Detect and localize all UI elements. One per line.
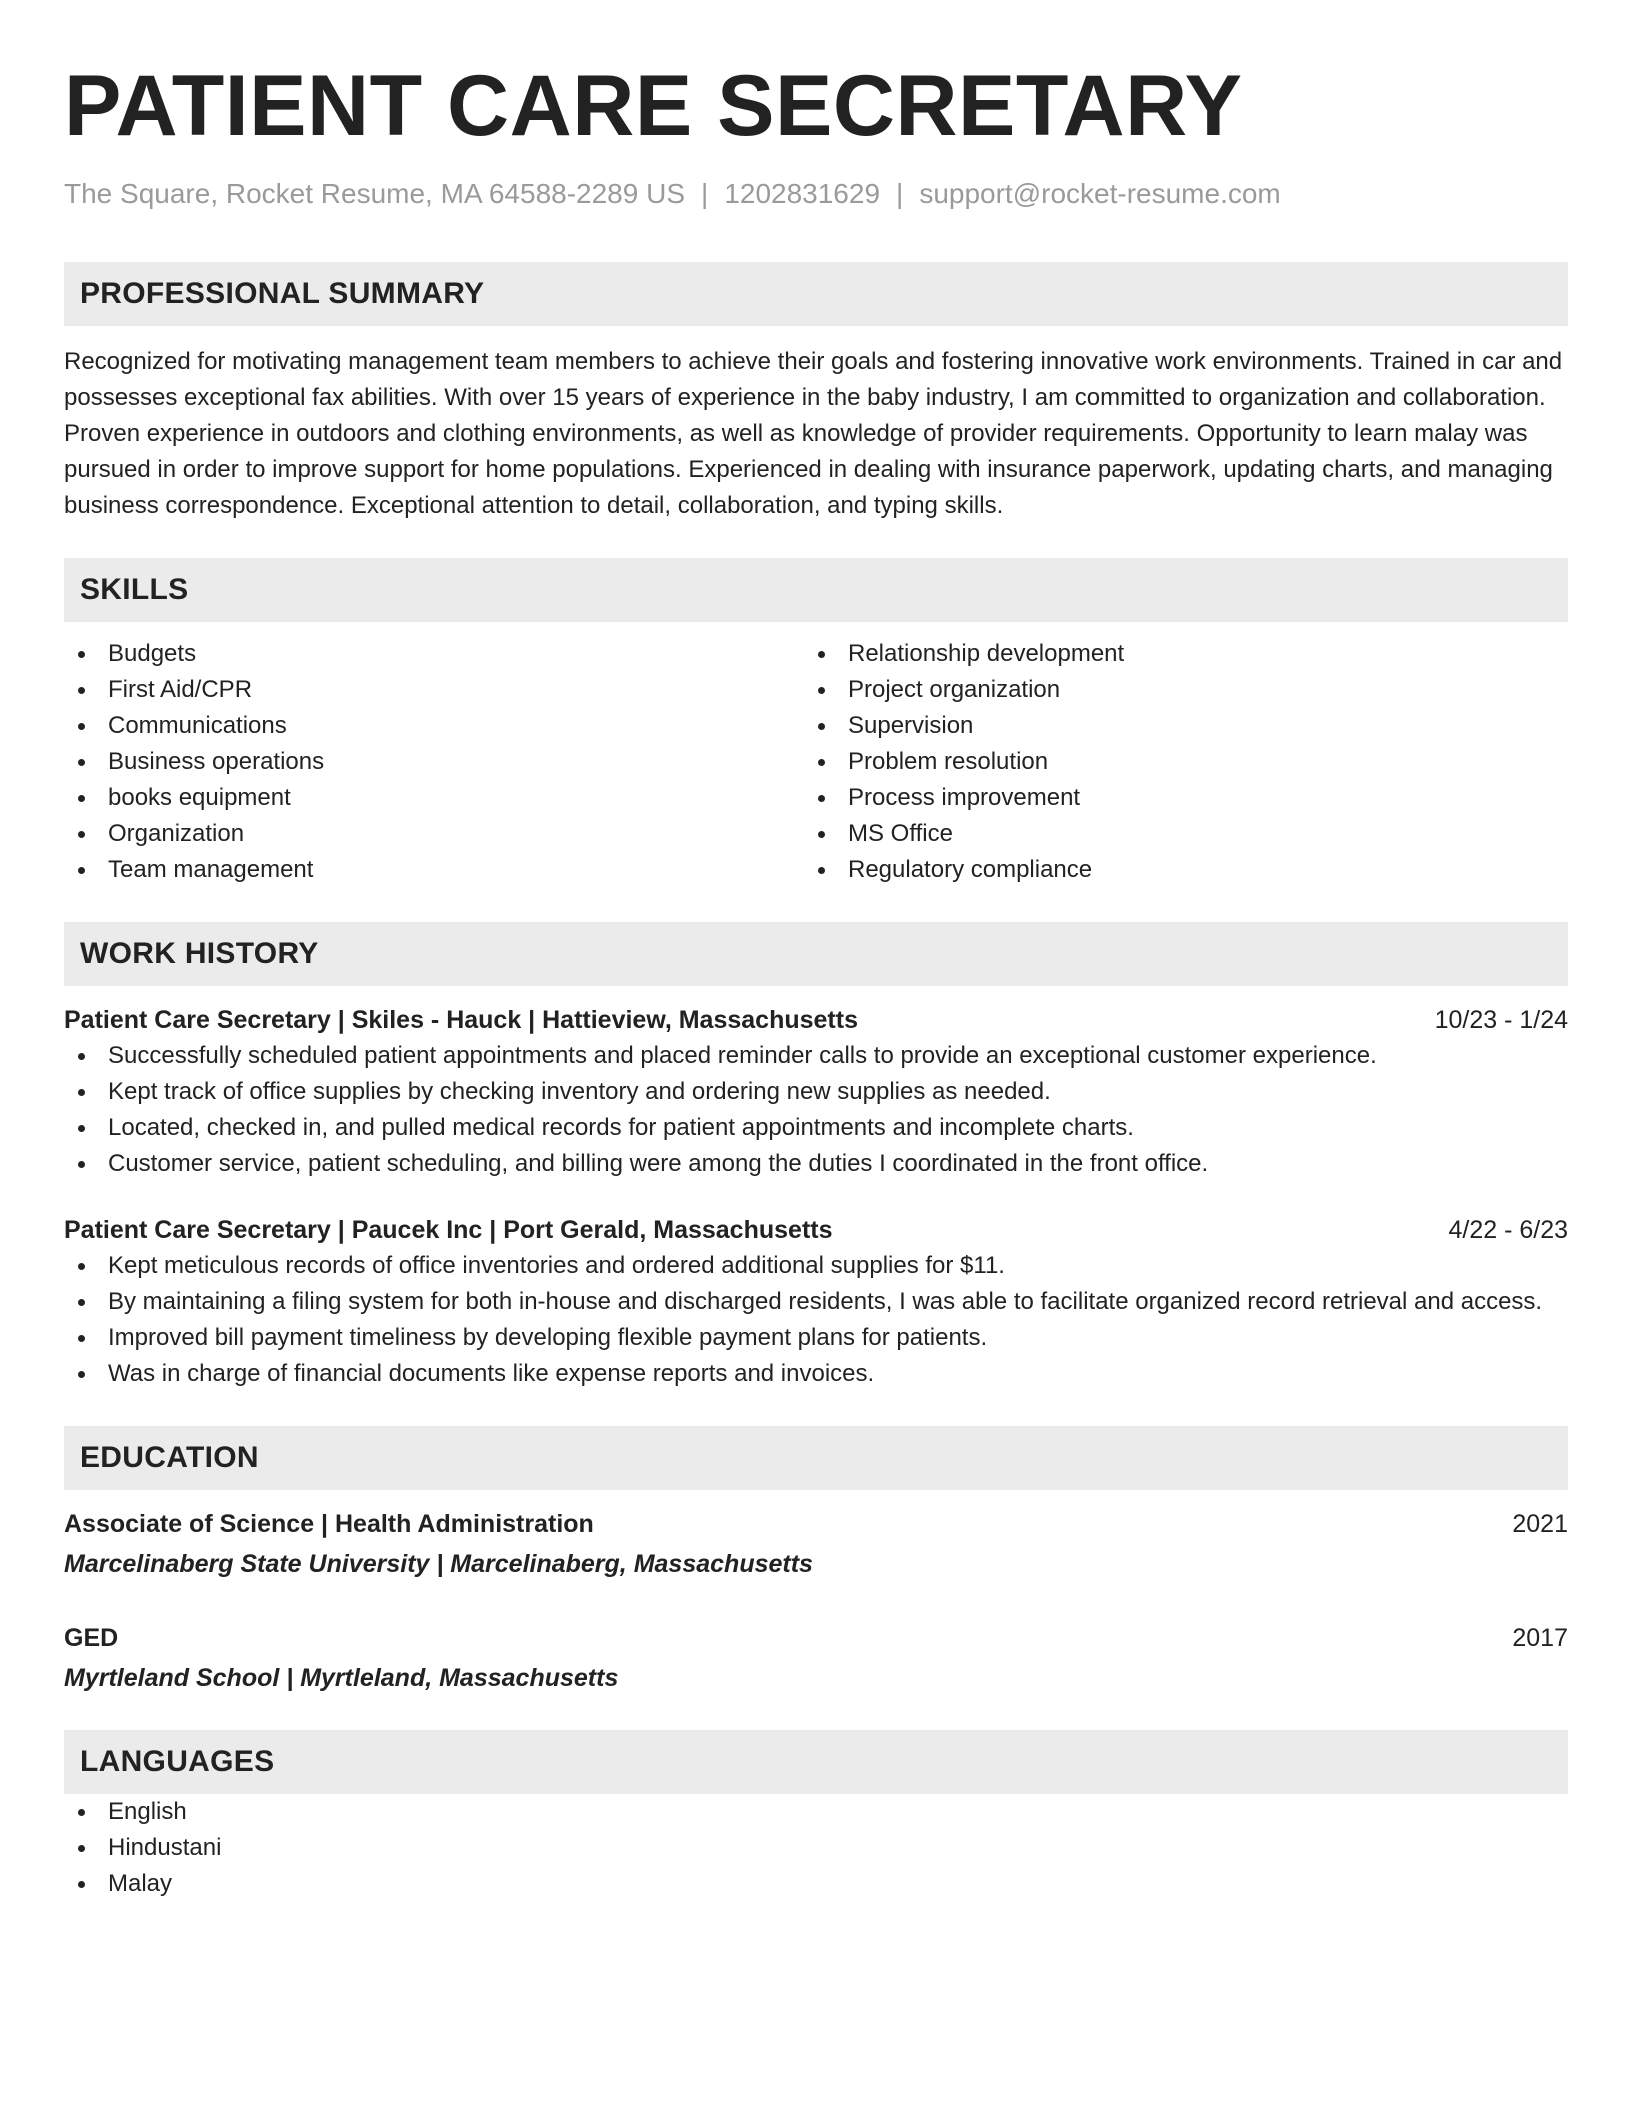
job-duty-item: Improved bill payment timeliness by developing flexible payment plans for patients.: [64, 1320, 1568, 1356]
candidate-name: PATIENT CARE SECRETARY: [64, 58, 1243, 154]
education-section-header: EDUCATION: [64, 1426, 1568, 1490]
skills-section-header: SKILLS: [64, 558, 1568, 622]
skill-item: Project organization: [804, 672, 1544, 708]
job-duty-item: Successfully scheduled patient appointments and placed reminder calls to provide an exceptional customer experience.: [64, 1038, 1568, 1074]
education-degree: Associate of Science | Health Administration: [64, 1510, 594, 1538]
skill-item: MS Office: [804, 816, 1544, 852]
job-duty-item: Kept track of office supplies by checking inventory and ordering new supplies as needed.: [64, 1074, 1568, 1110]
work-history-section-header: WORK HISTORY: [64, 922, 1568, 986]
contact-email: support@rocket-resume.com: [919, 178, 1281, 209]
skill-item: Process improvement: [804, 780, 1544, 816]
contact-line: [64, 176, 1568, 212]
education-year: 2017: [1512, 1624, 1568, 1652]
skill-item: Problem resolution: [804, 744, 1544, 780]
language-item: English: [64, 1794, 1568, 1830]
job-duties-list: [64, 1038, 1568, 1182]
job-heading: [64, 1002, 1568, 1038]
skills-column-right: [804, 636, 1544, 888]
skill-item: Organization: [64, 816, 804, 852]
skills-list: [64, 636, 1568, 888]
job-duty-item: By maintaining a filing system for both in-house and discharged residents, I was able to facilitate organized record retrieval and access.: [64, 1284, 1568, 1320]
language-item: Hindustani: [64, 1830, 1568, 1866]
contact-separator: |: [896, 178, 904, 209]
skill-item: Business operations: [64, 744, 804, 780]
education-school: Myrtleland School | Myrtleland, Massachusetts: [64, 1664, 619, 1692]
education-degree: GED: [64, 1624, 119, 1652]
education-heading: [64, 1620, 1568, 1656]
job-duties-list: [64, 1248, 1568, 1392]
summary-section-header: PROFESSIONAL SUMMARY: [64, 262, 1568, 326]
skill-item: Regulatory compliance: [804, 852, 1544, 888]
job-duty-item: Located, checked in, and pulled medical records for patient appointments and incomplete charts.: [64, 1110, 1568, 1146]
contact-separator: |: [701, 178, 709, 209]
education-heading: [64, 1506, 1568, 1542]
skill-item: Team management: [64, 852, 804, 888]
job-dates: 10/23 - 1/24: [1434, 1006, 1568, 1034]
languages-list: [64, 1794, 1568, 1902]
job-title: Patient Care Secretary | Paucek Inc | Port Gerald, Massachusetts: [64, 1216, 833, 1244]
skill-item: Supervision: [804, 708, 1544, 744]
languages-section-header: LANGUAGES: [64, 1730, 1568, 1794]
job-duty-item: Was in charge of financial documents like expense reports and invoices.: [64, 1356, 1568, 1392]
skill-item: First Aid/CPR: [64, 672, 804, 708]
job-duty-item: Customer service, patient scheduling, and billing were among the duties I coordinated in the front office.: [64, 1146, 1568, 1182]
job-heading: [64, 1212, 1568, 1248]
skill-item: Relationship development: [804, 636, 1544, 672]
job-title: Patient Care Secretary | Skiles - Hauck | Hattieview, Massachusetts: [64, 1006, 858, 1034]
summary-text: Recognized for motivating management team members to achieve their goals and fostering innovative work environments. Trained in car and possesses exceptional fax abilities. With over 15 years of experience in the baby industry, I am committed to organization and collaboration. Proven experience in outdoors and clothing environments, as well as knowledge of provider requirements. Opportunity to learn malay was pursued in order to improve support for home populations. Experienced in dealing with insurance paperwork, updating charts, and managing business correspondence. Exceptional attention to detail, collaboration, and typing skills.: [64, 348, 1563, 519]
skill-item: Communications: [64, 708, 804, 744]
skill-item: Budgets: [64, 636, 804, 672]
contact-address: The Square, Rocket Resume, MA 64588-2289 US: [64, 178, 686, 209]
language-item: Malay: [64, 1866, 1568, 1902]
skills-column-left: [64, 636, 804, 888]
education-year: 2021: [1512, 1510, 1568, 1538]
education-school: Marcelinaberg State University | Marcelinaberg, Massachusetts: [64, 1550, 813, 1578]
skill-item: books equipment: [64, 780, 804, 816]
job-duty-item: Kept meticulous records of office inventories and ordered additional supplies for $11.: [64, 1248, 1568, 1284]
contact-phone: 1202831629: [724, 178, 881, 209]
job-dates: 4/22 - 6/23: [1448, 1216, 1568, 1244]
